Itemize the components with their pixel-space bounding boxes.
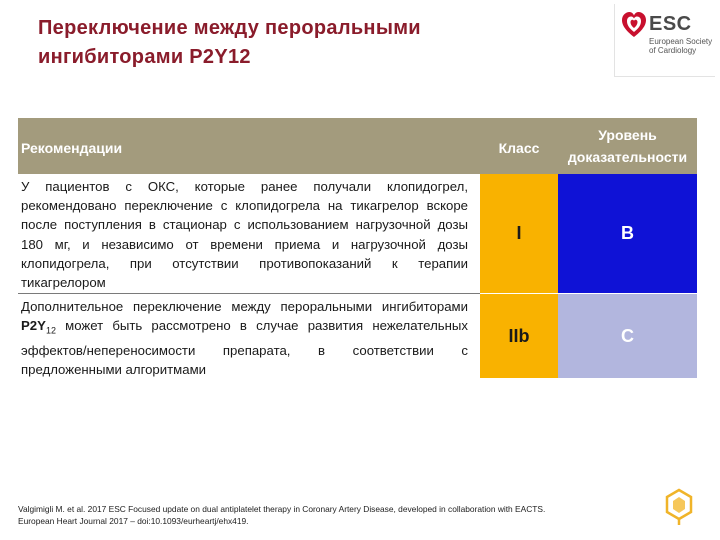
page-title-line2: ингибиторами P2Y12 — [38, 46, 251, 68]
recommendation-text: У пациентов с ОКС, которые ранее получали клопидогрел, рекомендовано переключение с клопидогрела на тикагрелор вскоре после поступления в стационар с использованием нагрузочной дозы 180 мг, и независимо от времени приема и нагрузочной дозы клопидогрела, при отсутствии противопоказаний к терапии тикагрелором — [21, 179, 468, 291]
header-level — [558, 118, 697, 174]
page-title-line1: Переключение между пероральными — [38, 17, 421, 39]
class-cell: I — [480, 174, 558, 293]
level-cell: C — [558, 294, 697, 378]
citation — [18, 503, 668, 527]
table-row — [18, 294, 697, 378]
logo-subtitle-line1: European Society — [649, 37, 713, 46]
header-level-line1: Уровень — [598, 127, 657, 143]
recommendation-text-sub: 12 — [45, 325, 56, 336]
recommendation-text-part2: может быть рассмотрено в случае развития нежелательных эффектов/непереносимости препарата, в соответствии с предложенными алгоритмами — [21, 318, 468, 378]
class-cell: IIb — [480, 294, 558, 378]
table-row — [18, 174, 697, 293]
citation-line2: European Heart Journal 2017 – doi:10.1093/eurheartj/ehx419. — [18, 516, 249, 526]
heart-icon — [621, 10, 647, 40]
page-title — [38, 14, 558, 72]
header-recommendations-label: Рекомендации — [21, 140, 123, 156]
esc-guideline-icon — [664, 488, 694, 526]
recommendation-text-part1: Дополнительное переключение между пероральными ингибиторами — [21, 299, 468, 314]
logo-name: ESC — [649, 13, 692, 35]
level-cell: B — [558, 174, 697, 293]
logo-subtitle-line2: of Cardiology — [649, 46, 697, 55]
header-level-line2: доказательности — [567, 149, 688, 165]
header-class — [480, 118, 558, 174]
logo-subtitle — [649, 37, 711, 55]
esc-logo — [614, 4, 715, 77]
recommendation-text — [21, 297, 468, 379]
header-recommendations — [18, 118, 480, 174]
citation-line1: Valgimigli M. et al. 2017 ESC Focused update on dual antiplatelet therapy in Coronary Artery Disease, developed in collaboration with EACTS. — [18, 504, 546, 514]
recommendation-text-emph: P2Y — [21, 318, 46, 334]
header-class-label: Класс — [498, 140, 540, 156]
